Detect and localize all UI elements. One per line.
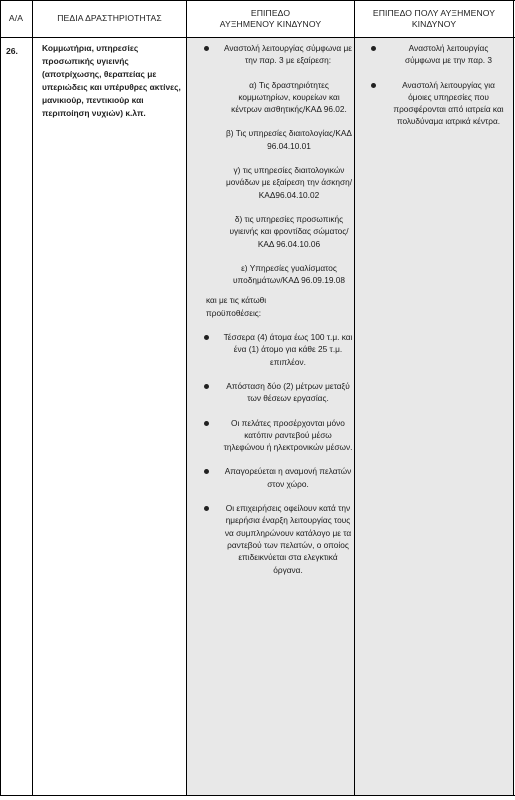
condition-item: Οι επιχειρήσεις οφείλουν κατά την ημερήσια έναρξη λειτουργίας τους να συμπληρώνουν κατάλογο με τα ραντεβού των πελατών, ο οποίος επιδεικνύεται στα ελεγκτικά όργανα.	[198, 502, 353, 576]
bullet-icon	[204, 506, 209, 511]
exception-item: ε) Υπηρεσίες γυαλίσματος υποδημάτων/ΚΑΔ 96.09.19.08	[233, 262, 345, 286]
conditions-list	[198, 331, 353, 576]
very-high-item: Αναστολή λειτουργίας για όμοιες υπηρεσίες που προσφέρονται από ιατρεία και πολυδύναμα ιατρικά κέντρα.	[365, 79, 505, 128]
bullet-icon	[204, 384, 209, 389]
table-bottom-border	[0, 795, 515, 796]
high-risk-intro: Αναστολή λειτουργίας σύμφωνα με την παρ. 3 με εξαίρεση:	[198, 42, 353, 67]
bullet-icon	[204, 469, 209, 474]
border-right	[513, 0, 514, 796]
header-aa: Α/Α	[8, 13, 24, 23]
condition-item: Οι πελάτες προσέρχονται μόνο κατόπιν ραντεβού μέσω τηλεφώνου ή ηλεκτρονικών μέσων.	[198, 417, 353, 454]
header-very-high-line2: ΚΙΝΔΥΝΟΥ	[411, 18, 457, 29]
bullet-icon	[371, 46, 376, 51]
bullet-icon	[204, 46, 209, 51]
high-risk-cell	[198, 42, 353, 588]
border-high	[354, 0, 355, 796]
exception-item: α) Τις δραστηριότητες κομμωτηρίων, κουρείων και κέντρων αισθητικής/ΚΑΔ 96.02.	[231, 79, 347, 115]
bullet-icon	[204, 421, 209, 426]
exceptions-list	[198, 79, 353, 287]
border-aa	[32, 0, 33, 796]
header-bottom-border	[0, 37, 515, 38]
header-high-line1: ΕΠΙΠΕΔΟ	[250, 7, 291, 18]
bullet-icon	[371, 83, 376, 88]
exception-item: β) Τις υπηρεσίες διαιτολογίας/ΚΑΔ 96.04.10.01	[226, 128, 352, 151]
header-very-high-line1: ΕΠΙΠΕΔΟ ΠΟΛΥ ΑΥΞΗΜΕΝΟΥ	[372, 7, 496, 18]
very-high-risk-cell	[365, 42, 505, 140]
row-number: 26.	[6, 46, 18, 56]
very-high-item: Αναστολή λειτουργίας σύμφωνα με την παρ. 3	[365, 42, 505, 67]
condition-item: Τέσσερα (4) άτομα έως 100 τ.μ. και ένα (1) άτομο για κάθε 25 τ.μ. επιπλέον.	[198, 331, 353, 368]
bullet-icon	[204, 335, 209, 340]
exception-item: δ) τις υπηρεσίες προσωπικής υγιεινής και φροντίδας σώματος/ΚΑΔ 96.04.10.06	[229, 213, 349, 249]
conditions-label: και με τις κάτωθι προϋποθέσεις:	[206, 295, 267, 318]
condition-item: Απόσταση δύο (2) μέτρων μεταξύ των θέσεων εργασίας.	[198, 380, 353, 405]
header-high-risk	[187, 0, 354, 37]
exception-item: γ) τις υπηρεσίες διαιτολογικών μονάδων με εξαίρεση την άσκηση/ΚΑΔ96.04.10.02	[225, 165, 353, 200]
header-very-high-risk	[355, 0, 513, 37]
condition-item: Απαγορεύεται η αναμονή πελατών στον χώρο.	[198, 465, 353, 490]
border-left	[0, 0, 1, 796]
shade-very-high-risk	[355, 37, 513, 796]
activity-field: Κομμωτήρια, υπηρεσίες προσωπικής υγιεινής (αποτρίχωσης, θεραπείας με υπεριώδεις και υπέρυθρες ακτίνες, μανικιούρ, πεντικιούρ και περιποίηση νυχιών) κ.λπ.	[42, 43, 181, 118]
header-high-line2: ΑΥΞΗΜΕΝΟΥ ΚΙΝΔΥΝΟΥ	[219, 18, 322, 29]
border-field	[186, 0, 187, 796]
header-field: ΠΕΔΙΑ ΔΡΑΣΤΗΡΙΟΤΗΤΑΣ	[57, 13, 162, 23]
